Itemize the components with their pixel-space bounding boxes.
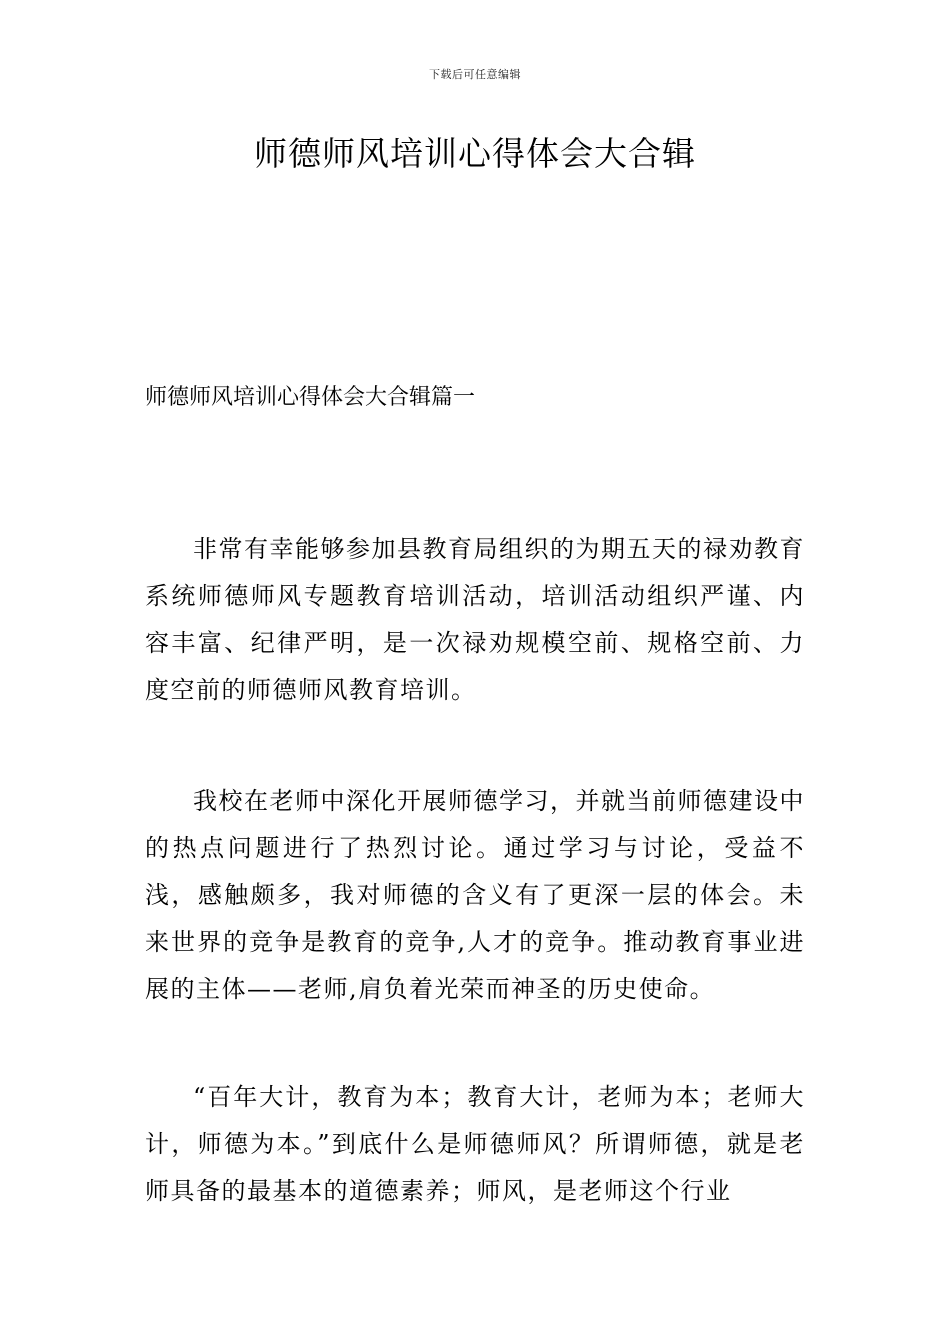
document-title: 师德师风培训心得体会大合辑 [254,134,696,173]
section-heading: 师德师风培训心得体会大合辑篇一 [145,385,476,410]
body-paragraph-2: 我校在老师中深化开展师德学习，并就当前师德建设中的热点问题进行了热烈讨论。通过学习与讨论，受益不浅，感触颇多，我对师德的含义有了更深一层的体会。未来世界的竞争是教育的竞争,人才的竞争。推动教育事业进展的主体——老师,肩负着光荣而神圣的历史使命。 [145,787,805,1003]
body-paragraph-3: “百年大计，教育为本；教育大计，老师为本；老师大计，师德为本。”到底什么是师德师风？所谓师德，就是老师具备的最基本的道德素养；师风，是老师这个行业 [145,1083,805,1205]
header-note: 下载后可任意编辑 [429,68,521,81]
body-paragraph-1: 非常有幸能够参加县教育局组织的为期五天的禄劝教育系统师德师风专题教育培训活动，培训活动组织严谨、内容丰富、纪律严明，是一次禄劝规模空前、规格空前、力度空前的师德师风教育培训。 [145,535,805,704]
